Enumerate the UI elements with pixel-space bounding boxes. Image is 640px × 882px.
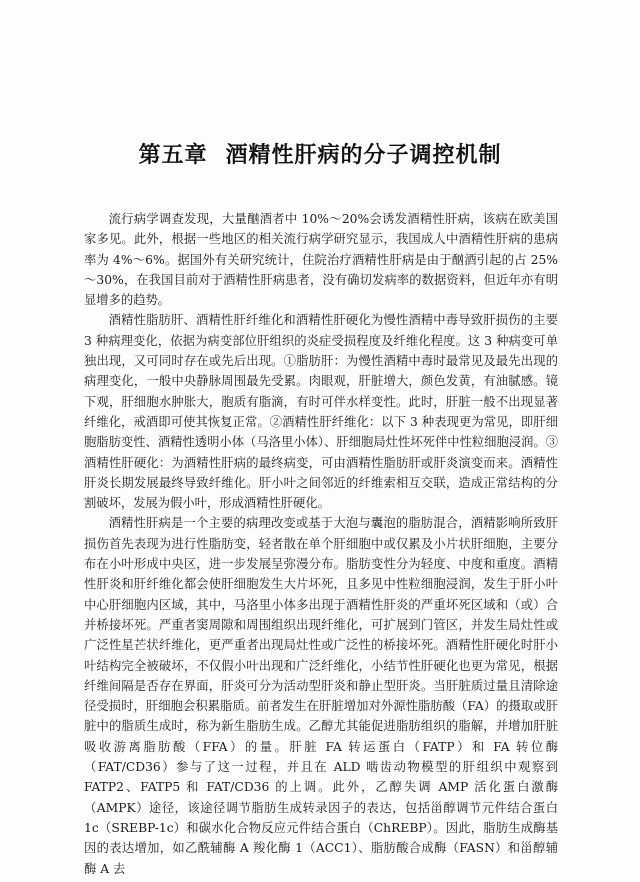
paragraph-epidemiology: 流行病学调查发现，大量酗酒者中 10%～20%会诱发酒精性肝病，该病在欧美国家多见。此外，根据一些地区的相关流行病学研究显示，我国成人中酒精性肝病的患病率为 4%～6%。据国外有关研究统计，住院治疗酒精性肝病是由于酗酒引起的占 25%～30%，在我国目前对于酒精性肝病患者，没有确切发病率的数据资料，但近年亦有明显增多的趋势。 [84,212,558,308]
paragraph-pathology-types: 酒精性脂肪肝、酒精性肝纤维化和酒精性肝硬化为慢性酒精中毒导致肝损伤的主要 3 种病理变化，依据为病变部位肝组织的炎症受损程度及纤维化程度。这 3 种病变可单独出现，又可同时存在或先后出现。①脂肪肝：为慢性酒精中毒时最常见及最先出现的病理变化，一般中央静脉周围最先受累。肉眼观，肝脏增大，颜色发黄，有油腻感。镜下观，肝细胞水肿胀大，胞质有脂滴，有时可伴水样变性。此时，肝脏一般不出现显著纤维化，戒酒即可使其恢复正常。②酒精性肝纤维化：以下 3 种表现更为常见，即肝细胞脂肪变性、酒精性透明小体（马洛里小体）、肝细胞局灶性坏死伴中性粒细胞浸润。③酒精性肝硬化：为酒精性肝病的最终病变，可由酒精性脂肪肝或肝炎演变而来。酒精性肝炎长期发展最终导致纤维化。肝小叶之间邻近的纤维索相互交联，造成正常结构的分割破坏，发展为假小叶，形成酒精性肝硬化。 [84,313,558,511]
chapter-title [0,138,640,169]
body-text [84,209,558,879]
paragraph-molecular-mechanism: 酒精性肝病是一个主要的病理改变或基于大泡与囊泡的脂肪混合，酒精影响所致肝损伤首先表现为进行性脂肪变，轻者散在单个肝细胞中或仅累及小片状肝细胞，主要分布在小叶形成中央区，进一步发展呈弥漫分布。脂肪变性分为轻度、中度和重度。酒精性肝炎和肝纤维化都会使肝细胞发生大片坏死，且多见中性粒细胞浸润，发生于肝小叶中心肝细胞内区域，其中，马洛里小体多出现于酒精性肝炎的严重坏死区域和（或）合并桥接坏死。严重者窦周隙和周围组织出现纤维化，可扩展到门管区，并发生局灶性或广泛性星芒状纤维化，更严重者出现局灶性或广泛性的桥接坏死。酒精性肝硬化时肝小叶结构完全被破坏，不仅假小叶出现和广泛纤维化，小结节性肝硬化也更为常见，根据纤维间隔是否存在界面，肝炎可分为活动型肝炎和静止型肝炎。当肝脏质过量且清除途径受损时，肝细胞会积累脂质。前者发生在肝脏增加对外源性脂肪酸（FA）的摄取或肝脏中的脂质生成时，称为新生脂肪生成。乙醇尤其能促进脂肪组织的脂解，并增加肝脏吸收游离脂肪酸（FFA）的量。肝脏 FA 转运蛋白（FATP）和 FA 转位酶（FAT/CD36）参与了这一过程，并且在 ALD 啮齿动物模型的肝组织中观察到 FATP2、FATP5 和 FAT/CD36 的上调。此外，乙醇失调 AMP 活化蛋白激酶（AMPK）途径，该途径调节脂肪生成转录因子的表达，包括甾醇调节元件结合蛋白 1c（SREBP-1c）和碳水化合物反应元件结合蛋白（ChREBP）。因此，脂肪生成酶基因的表达增加，如乙酰辅酶 A 羧化酶 1（ACC1）、脂肪酸合成酶（FASN）和甾醇辅酶 A 去 [84,516,558,876]
chapter-name: 酒精性肝病的分子调控机制 [225,142,502,168]
chapter-number: 第五章 [138,142,208,168]
